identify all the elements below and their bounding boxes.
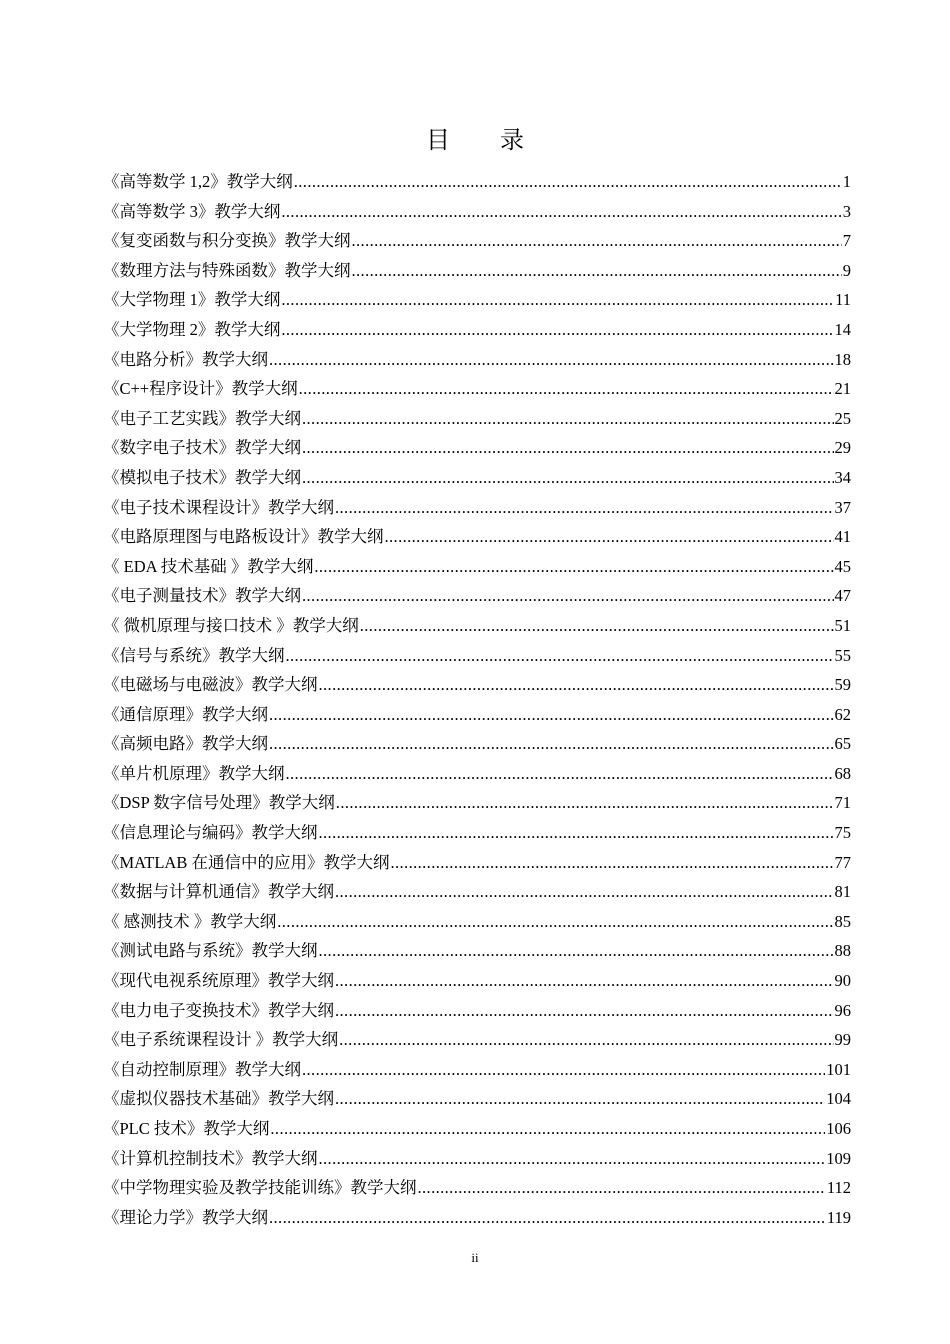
toc-entry-page: 81	[834, 882, 851, 902]
toc-entry[interactable]	[103, 1084, 851, 1114]
toc-entry-label: 《电路原理图与电路板设计》教学大纲	[103, 527, 384, 547]
toc-entry-page: 7	[842, 231, 851, 251]
table-of-contents	[103, 167, 851, 1232]
toc-entry-label: 《复变函数与积分变换》教学大纲	[103, 231, 351, 251]
dot-leader	[302, 404, 834, 434]
dot-leader	[302, 1055, 825, 1085]
toc-entry[interactable]	[103, 1144, 851, 1174]
dot-leader	[299, 374, 834, 404]
toc-entry[interactable]	[103, 1203, 851, 1233]
toc-entry[interactable]	[103, 197, 851, 227]
dot-leader	[319, 1144, 826, 1174]
toc-entry-page: 88	[834, 941, 851, 961]
dot-leader	[302, 581, 834, 611]
toc-entry-label: 《PLC 技术》教学大纲	[103, 1119, 270, 1138]
dot-leader	[352, 226, 842, 256]
dot-leader	[319, 670, 834, 700]
dot-leader	[281, 315, 833, 345]
dot-leader	[335, 877, 834, 907]
toc-entry-page: 14	[834, 319, 851, 339]
toc-entry-label: 《 EDA 技术基础 》教学大纲	[103, 556, 314, 576]
dot-leader	[302, 463, 834, 493]
toc-entry-label: 《电子技术课程设计》教学大纲	[103, 497, 334, 517]
toc-entry[interactable]	[103, 404, 851, 434]
toc-entry[interactable]	[103, 641, 851, 671]
dot-leader	[319, 818, 834, 848]
toc-entry[interactable]	[103, 818, 851, 848]
toc-entry[interactable]	[103, 877, 851, 907]
dot-leader	[335, 1084, 825, 1114]
dot-leader	[281, 197, 841, 227]
toc-entry-label: 《计算机控制技术》教学大纲	[103, 1148, 318, 1168]
toc-entry[interactable]	[103, 966, 851, 996]
toc-entry-page: 109	[826, 1148, 851, 1168]
toc-entry-label: 《电磁场与电磁波》教学大纲	[103, 675, 318, 695]
toc-entry[interactable]	[103, 433, 851, 463]
toc-entry-page: 90	[834, 971, 851, 991]
toc-entry-page: 106	[826, 1119, 851, 1138]
toc-entry-page: 99	[834, 1030, 851, 1050]
toc-entry-label: 《信号与系统》教学大纲	[103, 645, 285, 665]
toc-entry-label: 《中学物理实验及教学技能训练》教学大纲	[103, 1178, 417, 1198]
toc-entry-label: 《信息理论与编码》教学大纲	[103, 823, 318, 843]
toc-entry[interactable]	[103, 1055, 851, 1085]
toc-entry-label: 《理论力学》教学大纲	[103, 1207, 268, 1227]
toc-entry-page: 65	[834, 734, 851, 754]
toc-entry-page: 1	[842, 172, 851, 191]
dot-leader	[277, 907, 833, 937]
toc-entry-page: 45	[834, 556, 851, 576]
toc-entry-page: 34	[834, 467, 851, 487]
toc-entry-label: 《数据与计算机通信》教学大纲	[103, 882, 334, 902]
toc-entry-page: 41	[834, 527, 851, 547]
toc-entry-label: 《 感测技术 》教学大纲	[103, 911, 277, 931]
toc-entry[interactable]	[103, 285, 851, 315]
dot-leader	[390, 848, 833, 878]
toc-entry-page: 77	[834, 852, 851, 872]
toc-entry[interactable]	[103, 167, 851, 197]
toc-entry[interactable]	[103, 345, 851, 375]
toc-entry[interactable]	[103, 670, 851, 700]
dot-leader	[336, 788, 834, 818]
toc-entry-page: 9	[842, 260, 851, 280]
toc-entry-label: 《模拟电子技术》教学大纲	[103, 467, 301, 487]
dot-leader	[270, 1114, 825, 1144]
toc-entry-label: 《单片机原理》教学大纲	[103, 763, 285, 783]
dot-leader	[302, 433, 834, 463]
toc-entry-label: 《数理方法与特殊函数》教学大纲	[103, 260, 351, 280]
toc-entry-label: 《测试电路与系统》教学大纲	[103, 941, 318, 961]
toc-entry-page: 101	[826, 1059, 851, 1079]
toc-entry[interactable]	[103, 1025, 851, 1055]
toc-entry[interactable]	[103, 552, 851, 582]
toc-entry-page: 59	[834, 675, 851, 695]
toc-entry[interactable]	[103, 700, 851, 730]
toc-entry-label: 《高频电路》教学大纲	[103, 734, 268, 754]
toc-entry-page: 62	[834, 704, 851, 724]
toc-entry-page: 25	[834, 408, 851, 428]
page-number: ii	[471, 1250, 479, 1265]
toc-entry-page: 51	[834, 615, 851, 635]
toc-entry[interactable]	[103, 226, 851, 256]
toc-entry[interactable]	[103, 463, 851, 493]
toc-entry-page: 96	[834, 1000, 851, 1020]
dot-leader	[319, 936, 834, 966]
toc-entry-label: 《电子测量技术》教学大纲	[103, 586, 301, 606]
toc-entry-page: 104	[826, 1089, 851, 1109]
dot-leader	[286, 759, 834, 789]
dot-leader	[269, 729, 834, 759]
toc-entry[interactable]	[103, 522, 851, 552]
toc-entry[interactable]	[103, 996, 851, 1026]
toc-entry-label: 《虚拟仪器技术基础》教学大纲	[103, 1089, 334, 1109]
toc-entry-label: 《 微机原理与接口技术 》教学大纲	[103, 615, 359, 635]
toc-entry-page: 119	[826, 1207, 851, 1227]
toc-entry[interactable]	[103, 256, 851, 286]
dot-leader	[335, 966, 834, 996]
toc-entry-page: 37	[834, 497, 851, 517]
toc-entry-page: 47	[834, 586, 851, 606]
dot-leader	[352, 256, 842, 286]
toc-entry-label: 《电路分析》教学大纲	[103, 349, 268, 369]
toc-entry-label: 《C++程序设计》教学大纲	[103, 379, 298, 399]
dot-leader	[269, 700, 834, 730]
toc-entry[interactable]	[103, 611, 851, 641]
dot-leader	[314, 552, 833, 582]
toc-entry-label: 《高等数学 1,2》教学大纲	[103, 172, 293, 191]
toc-entry-page: 11	[835, 290, 851, 310]
dot-leader	[385, 522, 834, 552]
dot-leader	[335, 996, 834, 1026]
toc-entry[interactable]	[103, 374, 851, 404]
toc-entry-page: 68	[834, 763, 851, 783]
toc-entry-label: 《电子工艺实践》教学大纲	[103, 408, 301, 428]
dot-leader	[269, 345, 834, 375]
toc-entry[interactable]	[103, 759, 851, 789]
toc-entry[interactable]	[103, 493, 851, 523]
dot-leader	[418, 1173, 826, 1203]
dot-leader	[339, 1025, 833, 1055]
dot-leader	[294, 167, 842, 197]
toc-entry-page: 55	[834, 645, 851, 665]
toc-entry-page: 3	[842, 201, 851, 221]
toc-entry[interactable]	[103, 729, 851, 759]
dot-leader	[286, 641, 834, 671]
toc-entry-label: 《现代电视系统原理》教学大纲	[103, 971, 334, 991]
toc-entry[interactable]	[103, 907, 851, 937]
dot-leader	[335, 493, 834, 523]
toc-entry[interactable]	[103, 788, 851, 818]
toc-entry[interactable]	[103, 936, 851, 966]
toc-entry-label: 《数字电子技术》教学大纲	[103, 438, 301, 458]
toc-entry-page: 112	[826, 1178, 851, 1198]
dot-leader	[269, 1203, 826, 1233]
toc-entry-label: 《MATLAB 在通信中的应用》教学大纲	[103, 852, 390, 872]
toc-entry[interactable]	[103, 1114, 851, 1144]
toc-entry-page: 85	[834, 911, 851, 931]
toc-entry-label: 《高等数学 3》教学大纲	[103, 201, 281, 221]
toc-entry-page: 21	[834, 379, 851, 399]
toc-entry-label: 《自动控制原理》教学大纲	[103, 1059, 301, 1079]
toc-entry-label: 《DSP 数字信号处理》教学大纲	[103, 793, 335, 813]
toc-entry[interactable]	[103, 1173, 851, 1203]
toc-entry-label: 《大学物理 1》教学大纲	[103, 290, 281, 310]
toc-entry-page: 18	[834, 349, 851, 369]
dot-leader	[360, 611, 834, 641]
toc-entry[interactable]	[103, 581, 851, 611]
toc-entry-page: 71	[834, 793, 851, 813]
toc-entry-label: 《通信原理》教学大纲	[103, 704, 268, 724]
toc-entry-label: 《电力电子变换技术》教学大纲	[103, 1000, 334, 1020]
toc-entry-page: 29	[834, 438, 851, 458]
page-title: 目 录	[426, 128, 546, 154]
dot-leader	[281, 285, 834, 315]
toc-entry[interactable]	[103, 315, 851, 345]
toc-entry-label: 《大学物理 2》教学大纲	[103, 319, 281, 339]
toc-entry-label: 《电子系统课程设计 》教学大纲	[103, 1030, 339, 1050]
toc-entry[interactable]	[103, 848, 851, 878]
toc-entry-page: 75	[834, 823, 851, 843]
